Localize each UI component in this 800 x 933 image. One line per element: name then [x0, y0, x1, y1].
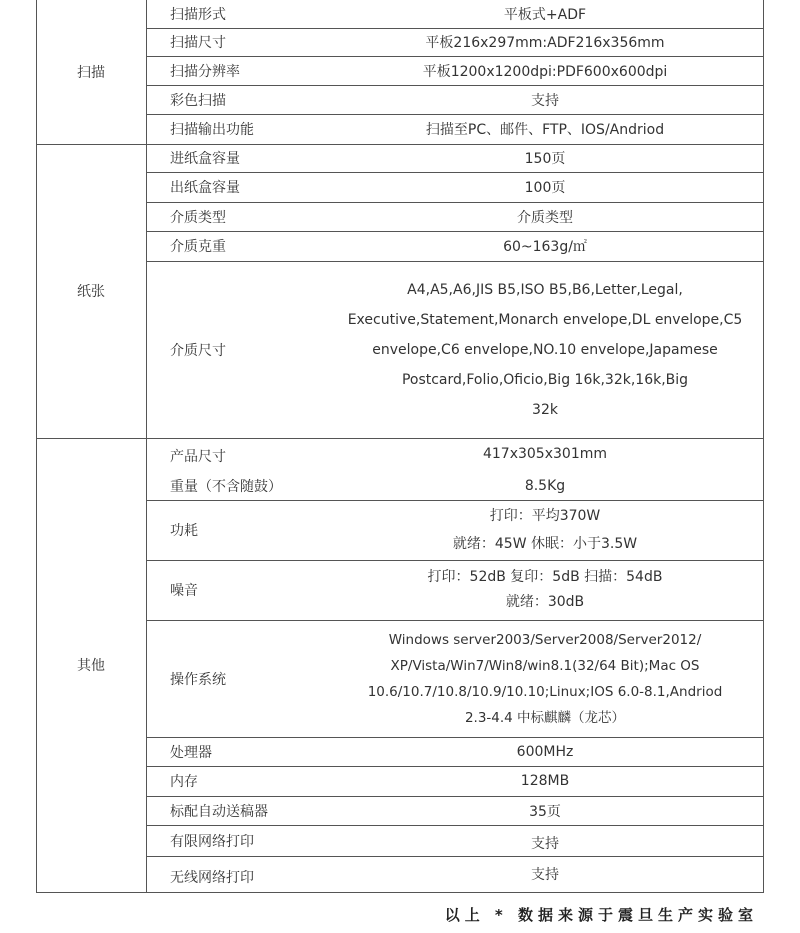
spec-label: 扫描尺寸: [170, 35, 226, 51]
category-label: 扫描: [77, 65, 105, 81]
category-label: 纸张: [77, 284, 105, 300]
spec-value: 150页: [524, 151, 566, 167]
spec-value: 打印：52dB 复印：5dB 扫描：54dB 就绪：30dB: [427, 569, 663, 610]
spec-label: 内存: [170, 774, 198, 790]
spec-value: 60~163g/㎡: [503, 239, 587, 255]
spec-value: 介质类型: [517, 209, 573, 226]
spec-label: 介质类型: [170, 209, 226, 226]
spec-value: 打印：平均370W 就绪：45W 休眠：小于3.5W: [452, 508, 638, 552]
spec-value: Windows server2003/Server2008/Server2012/ XP/Vista/Win7/Win8/win8.1(32/64 Bit);Mac OS 10.6/10.7/10.8/10.9/10.10;Linux;IOS 6.0-8.1,Andriod 2.3-4.4 中标麒麟（龙芯）: [367, 631, 723, 726]
category-label: 其他: [77, 658, 105, 674]
spec-value: 128MB: [520, 773, 570, 789]
category-divider: [146, 0, 147, 893]
spec-value: 支持: [531, 867, 559, 883]
spec-label: 处理器: [170, 744, 212, 761]
table-border-right: [763, 0, 764, 893]
spec-value: 417x305x301mm: [482, 446, 607, 462]
spec-label: 出纸盒容量: [170, 180, 240, 196]
spec-value: 平板1200x1200dpi:PDF600x600dpi: [422, 63, 668, 80]
spec-label: 重量（不含随鼓）: [170, 479, 282, 495]
spec-value: 平板式+ADF: [503, 7, 587, 23]
spec-label: 操作系统: [170, 671, 226, 688]
spec-label: 无线网络打印: [170, 870, 254, 886]
spec-value: 35页: [529, 803, 561, 820]
spec-label: 扫描形式: [170, 7, 226, 23]
spec-value: 支持: [531, 92, 559, 109]
spec-value: 600MHz: [516, 743, 574, 760]
spec-label: 标配自动送稿器: [170, 803, 268, 820]
spec-value: 平板216x297mm:ADF216x356mm: [425, 35, 665, 51]
spec-value: A4,A5,A6,JIS B5,ISO B5,B6,Letter,Legal, Executive,Statement,Monarch envelope,DL envelope,C5 envelope,C6 envelope,NO.10 envelope,Japamese Postcard,Folio,Oficio,Big 16k,32k,16k,Big 32k: [347, 281, 743, 418]
spec-label: 介质尺寸: [170, 342, 226, 359]
spec-label: 介质克重: [170, 239, 226, 255]
spec-label: 进纸盒容量: [170, 151, 240, 167]
spec-label: 有限网络打印: [170, 833, 254, 850]
spec-value: 扫描至PC、邮件、FTP、IOS/Andriod: [425, 122, 665, 138]
spec-label: 扫描输出功能: [170, 122, 254, 138]
spec-label: 功耗: [170, 523, 198, 539]
spec-label: 扫描分辨率: [170, 63, 240, 80]
spec-value: 8.5Kg: [524, 478, 566, 494]
spec-label: 噪音: [170, 583, 198, 599]
data-source-note: 以上 * 数据来源于震旦生产实验室: [444, 906, 758, 924]
spec-label: 彩色扫描: [170, 92, 226, 109]
spec-label: 产品尺寸: [170, 449, 226, 465]
spec-value: 100页: [524, 180, 566, 196]
spec-value: 支持: [531, 835, 559, 852]
